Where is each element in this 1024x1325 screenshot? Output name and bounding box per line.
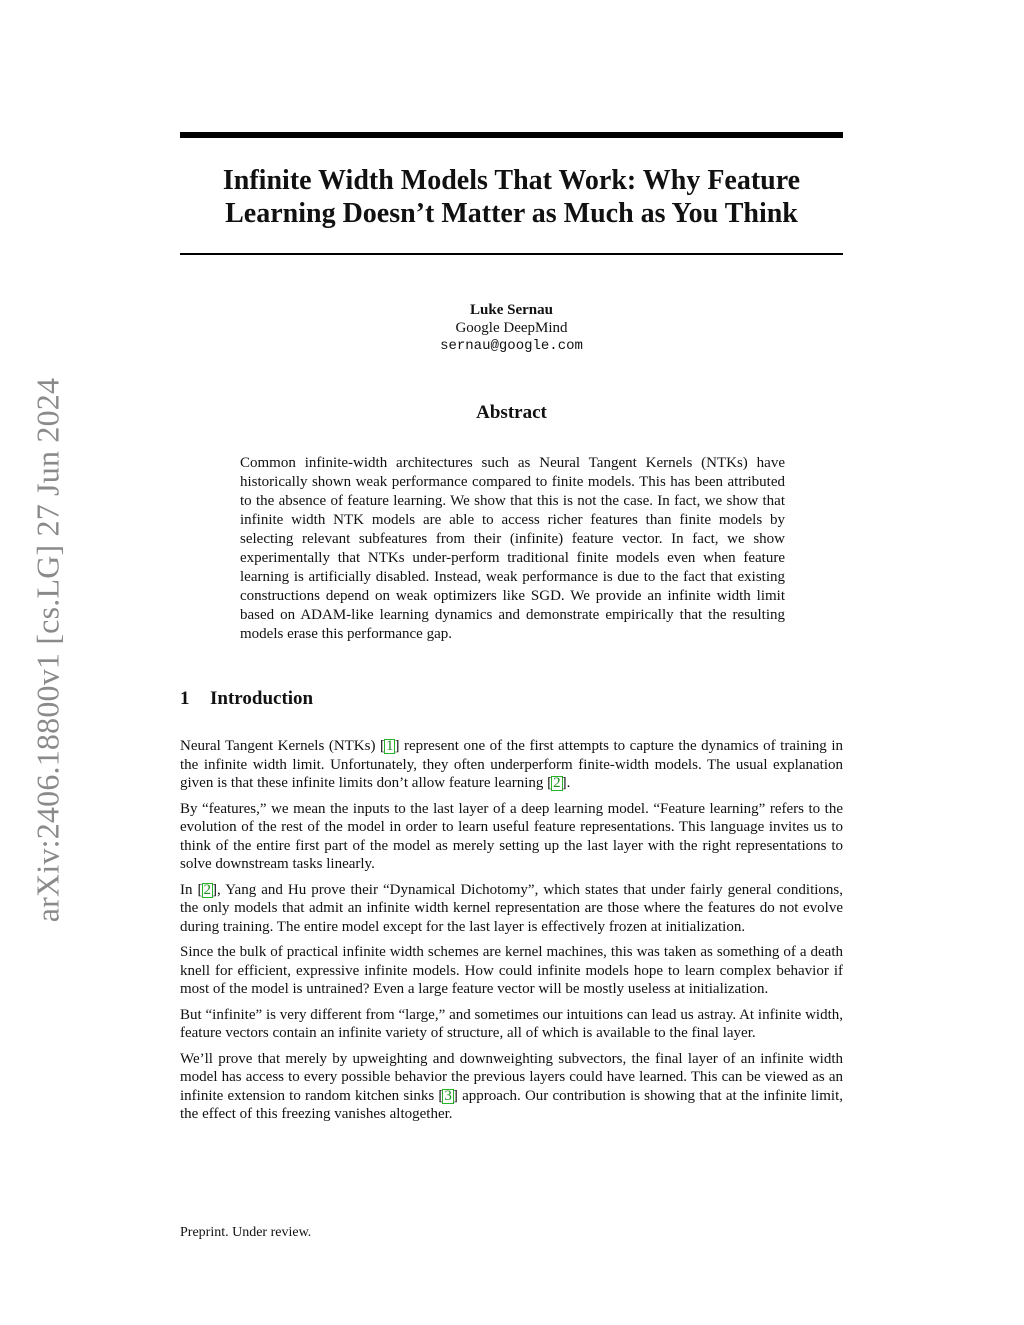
paragraph-text: ] represent one of the first attempts to capture the dynamics of training in the infinite width limit. Unfortunately, they often underperform finite-width models. The usual explanation given is that these infinite limits don’t allow feature learning [ xyxy=(180,738,843,791)
paragraph-text: In [ xyxy=(180,881,203,898)
citation-link[interactable]: 1 xyxy=(385,738,394,754)
paragraph-text: ]. xyxy=(561,775,571,791)
paragraph-text: ], Yang and Hu prove their “Dynamical Dichotomy”, which states that under fairly general conditions, the only models that admit an infinite width kernel representation are those where the features do not evolve during training. The entire model except for the last layer is effectively frozen at initialization. xyxy=(180,881,843,935)
section-title: Introduction xyxy=(210,688,314,709)
title-line-1: Infinite Width Models That Work: Why Feature xyxy=(222,165,801,196)
paragraph-4: Since the bulk of practical infinite width schemes are kernel machines, this was taken as something of a death knell for efficient, expressive infinite models. How could infinite models hope to learn complex behavior if most of the model is untrained? Even a large feature vector will be mostly useless at initialization. xyxy=(180,944,843,997)
author-block xyxy=(180,301,843,355)
paper-title xyxy=(180,164,843,230)
paragraph-text: Neural Tangent Kernels (NTKs) [ xyxy=(180,738,385,754)
paragraph-text: ] approach. Our contribution is showing that at the infinite limit, the effect of this freezing vanishes altogether. xyxy=(180,1087,843,1122)
preprint-footer: Preprint. Under review. xyxy=(180,1225,312,1240)
paragraph-6 xyxy=(180,1050,843,1124)
arxiv-identifier-stamp: arXiv:2406.18800v1 [cs.LG] 27 Jun 2024 xyxy=(29,377,66,923)
section-number: 1 xyxy=(180,688,190,709)
paragraph-3 xyxy=(180,881,843,937)
citation-link[interactable]: 3 xyxy=(444,1087,452,1104)
title-rule-bottom xyxy=(180,253,843,255)
author-name: Luke Sernau xyxy=(470,302,553,318)
paragraph-5: But “infinite” is very different from “large,” and sometimes our intuitions can lead us astray. At infinite width, feature vectors contain an infinite variety of structure, all of which is available to the final layer. xyxy=(180,1006,843,1041)
paragraph-2: By “features,” we mean the inputs to the last layer of a deep learning model. “Feature learning” refers to the evolution of the rest of the model in order to learn useful feature representations. This language invites us to think of the entire first part of the model as merely setting up the last layer with the right representations to solve downstream tasks linearly. xyxy=(180,800,843,872)
author-affiliation: Google DeepMind xyxy=(455,320,568,336)
title-line-2: Learning Doesn’t Matter as Much as You Think xyxy=(225,198,798,229)
author-email[interactable]: sernau@google.com xyxy=(440,338,583,354)
citation-link[interactable]: 2 xyxy=(203,881,212,898)
abstract-text: Common infinite-width architectures such as Neural Tangent Kernels (NTKs) have historically shown weak performance compared to finite models. This has been attributed to the absence of feature learning. We show that this is not the case. In fact, we show that infinite width NTK models are able to access richer features than finite models by selecting relevant subfeatures from their (infinite) feature vector. In fact, we show experimentally that NTKs under-perform traditional finite models even when feature learning is artificially disabled. Instead, weak performance is due to the fact that existing constructions depend on weak optimizers like SGD. We provide an infinite width limit based on ADAM-like learning dynamics and demonstrate empirically that the resulting models erase this performance gap. xyxy=(240,455,785,642)
paragraph-text: We’ll prove that merely by upweighting and downweighting subvectors, the final layer of an infinite width model has access to every possible behavior the previous layers could have learned. This can be viewed as an infinite extension to random kitchen sinks [ xyxy=(180,1050,843,1104)
citation-link[interactable]: 2 xyxy=(553,775,561,791)
introduction-body xyxy=(180,737,843,1131)
abstract-heading: Abstract xyxy=(476,402,547,423)
section-heading xyxy=(180,688,313,710)
title-rule-top xyxy=(180,132,843,138)
paragraph-1 xyxy=(180,737,843,793)
